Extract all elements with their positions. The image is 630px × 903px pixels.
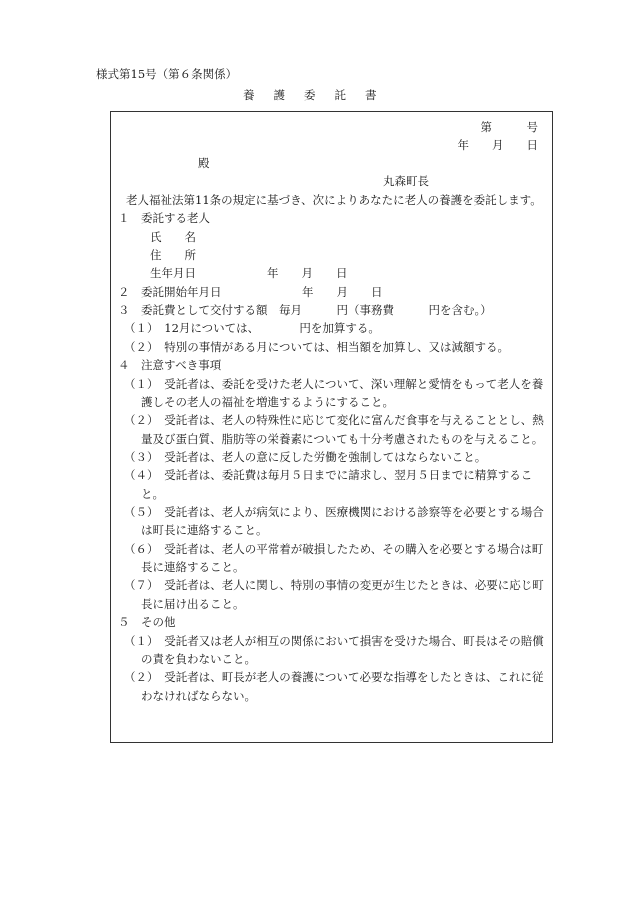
intro-text: 老人福祉法第11条の規定に基づき、次によりあなたに老人の養護を委託します。 — [126, 193, 542, 207]
section-4-item-5: （５） 受託者は、老人が病気により、医療機関における診察等を必要とする場合 — [124, 505, 544, 519]
section-3-heading: ３ 委託費として交付する額 毎月 円（事務費 円を含む。） — [118, 303, 492, 317]
section-5-item-2: （２） 受託者は、町長が老人の養護について必要な指導をしたときは、これに従 — [124, 670, 544, 684]
section-4-item-4-cont: と。 — [141, 487, 164, 501]
sender-name: 丸森町長 — [383, 174, 429, 188]
section-4-item-2: （２） 受託者は、老人の特殊性に応じて変化に富んだ食事を与えることとし、熱 — [124, 413, 544, 427]
section-3-item-1: （１） 12月については、 円を加算する。 — [124, 321, 380, 335]
birth-date-label: 生年月日 — [150, 266, 196, 280]
section-4-item-1: （１） 受託者は、委託を受けた老人について、深い理解と愛情をもって老人を養 — [124, 377, 544, 391]
addressee-suffix: 殿 — [198, 156, 210, 170]
section-4-item-6: （６） 受託者は、老人の平常着が破損したため、その購入を必要とする場合は町 — [124, 542, 544, 556]
document-number: 第 号 — [480, 120, 538, 134]
section-5-item-2-cont: わなければならない。 — [141, 689, 256, 703]
section-3-item-2: （２） 特別の事情がある月については、相当額を加算し、又は減額する。 — [124, 340, 510, 354]
section-4-item-2-cont: 量及び蛋白質、脂肪等の栄養素についても十分考慮されたものを与えること。 — [141, 432, 544, 446]
section-4-item-3: （３） 受託者は、老人の意に反した労働を強制してはならないこと。 — [124, 450, 487, 464]
document-date: 年 月 日 — [457, 138, 538, 152]
name-label: 氏 名 — [150, 230, 196, 244]
section-4-item-4: （４） 受託者は、委託費は毎月５日までに請求し、翌月５日までに精算するこ — [124, 468, 533, 482]
section-4-item-7-cont: 長に届け出ること。 — [141, 597, 245, 611]
start-date-value: 年 月 日 — [302, 285, 383, 299]
section-4-heading: ４ 注意すべき事項 — [118, 358, 222, 372]
section-2-heading: ２ 委託開始年月日 — [118, 285, 222, 299]
section-4-item-7: （７） 受託者は、老人に関し、特別の事情の変更が生じたときは、必要に応じ町 — [124, 578, 544, 592]
section-5-item-1-cont: の責を負わないこと。 — [141, 652, 256, 666]
document-title: 養護委託書 — [243, 88, 396, 102]
birth-date-value: 年 月 日 — [267, 266, 348, 280]
address-label: 住 所 — [150, 248, 196, 262]
section-5-item-1: （１） 受託者又は老人が相互の関係において損害を受けた場合、町長はその賠償 — [124, 634, 544, 648]
section-4-item-6-cont: 長に連絡すること。 — [141, 560, 245, 574]
section-5-heading: ５ その他 — [118, 615, 176, 629]
section-4-item-5-cont: は町長に連絡すること。 — [141, 523, 268, 537]
section-4-item-1-cont: 護しその老人の福祉を増進するようにすること。 — [141, 395, 394, 409]
form-number: 様式第15号（第６条関係） — [96, 67, 238, 81]
section-1-heading: １ 委託する老人 — [118, 211, 210, 225]
